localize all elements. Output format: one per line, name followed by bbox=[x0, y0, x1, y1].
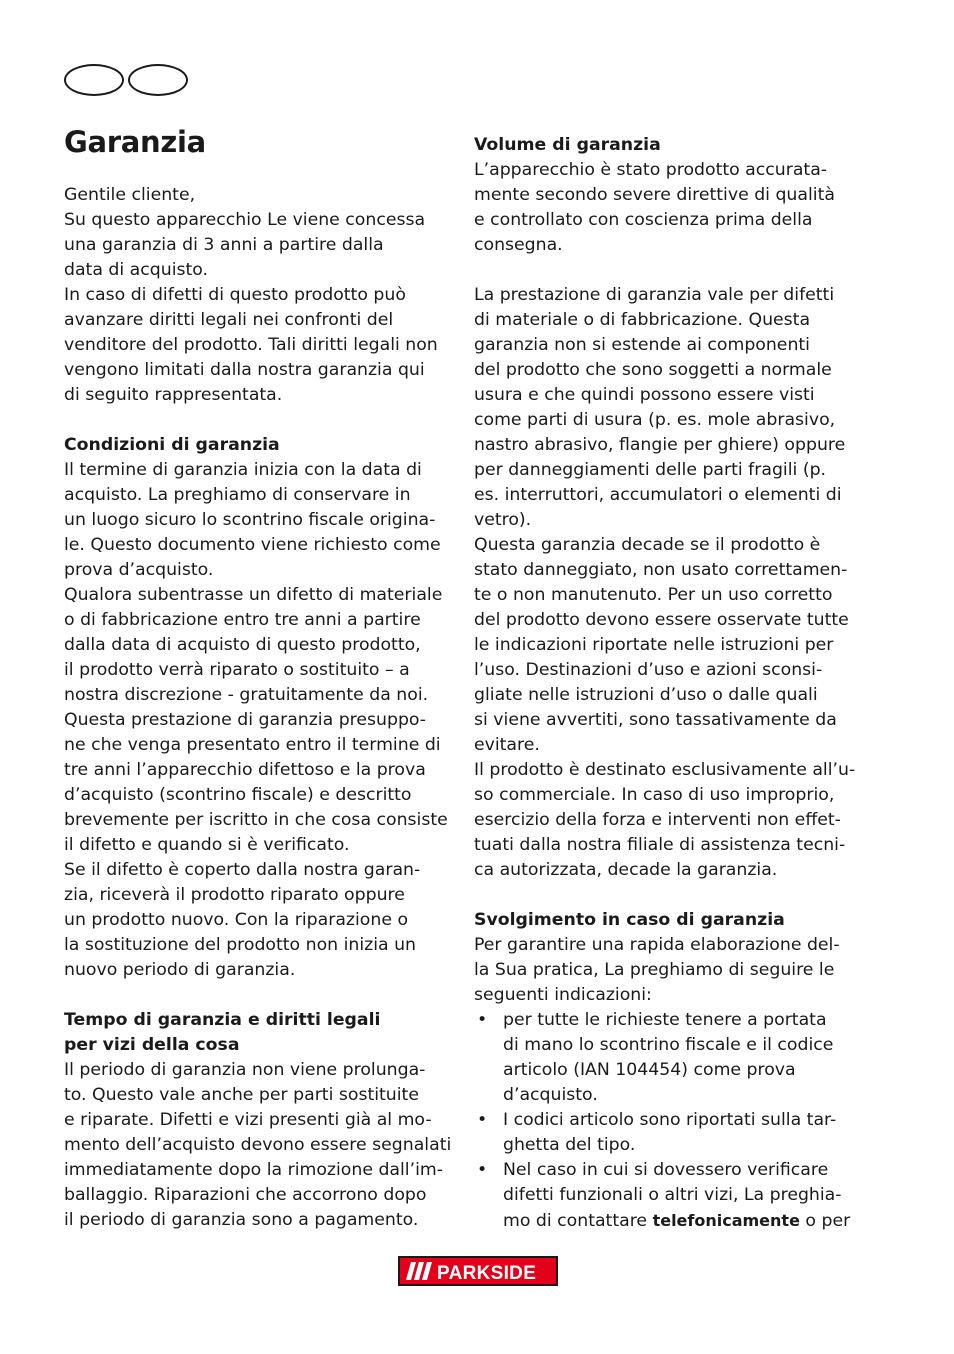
text-line: un luogo sicuro lo scontrino fiscale origina- bbox=[64, 510, 436, 530]
list-item bbox=[474, 1158, 859, 1234]
section-heading-warranty-period bbox=[64, 1008, 459, 1058]
text-line: vengono limitati dalla nostra garanzia qui bbox=[64, 360, 425, 380]
text-line: e controllato con coscienza prima della bbox=[474, 210, 813, 230]
text-line: le. Questo documento viene richiesto come bbox=[64, 535, 441, 555]
text-line: del prodotto che sono soggetti a normale bbox=[474, 360, 832, 380]
text-line: le indicazioni riportate nelle istruzioni per bbox=[474, 635, 834, 655]
text-line: mente secondo severe direttive di qualità bbox=[474, 185, 835, 205]
language-flags bbox=[64, 64, 190, 98]
text-line: ne che venga presentato entro il termine di bbox=[64, 735, 441, 755]
text-line: evitare. bbox=[474, 735, 540, 755]
phone-emphasis: telefonicamente bbox=[652, 1211, 800, 1230]
text-line: si viene avvertiti, sono tassativamente da bbox=[474, 710, 837, 730]
text-line: per tutte le richieste tenere a portata bbox=[503, 1010, 827, 1030]
text-line: un prodotto nuovo. Con la riparazione o bbox=[64, 910, 409, 930]
text-line: di seguito rappresentata. bbox=[64, 385, 283, 405]
text-line: Per garantire una rapida elaborazione del- bbox=[474, 935, 840, 955]
text-run: o per bbox=[799, 1211, 851, 1231]
text-line: I codici articolo sono riportati sulla tar- bbox=[503, 1110, 837, 1130]
text-line: zia, riceverà il prodotto riparato oppure bbox=[64, 885, 405, 905]
text-line: di materiale o di fabbricazione. Questa bbox=[474, 310, 811, 330]
text-line: di mano lo scontrino fiscale e il codice bbox=[503, 1035, 834, 1055]
language-flag-oval-1 bbox=[64, 64, 124, 96]
text-line: immediatamente dopo la rimozione dall’im- bbox=[64, 1160, 443, 1180]
text-line: d’acquisto (scontrino fiscale) e descritto bbox=[64, 785, 412, 805]
text-line: seguenti indicazioni: bbox=[474, 985, 652, 1005]
text-line: il prodotto verrà riparato o sostituito – a bbox=[64, 660, 410, 680]
text-line: tre anni l’apparecchio difettoso e la prova bbox=[64, 760, 426, 780]
text-line: In caso di difetti di questo prodotto può bbox=[64, 285, 406, 305]
text-line: consegna. bbox=[474, 235, 563, 255]
text-line: Gentile cliente, bbox=[64, 185, 196, 205]
text-line: Il periodo di garanzia non viene prolunga- bbox=[64, 1060, 426, 1080]
text-line: avanzare diritti legali nei confronti del bbox=[64, 310, 394, 330]
text-line: Questa garanzia decade se il prodotto è bbox=[474, 535, 821, 555]
text-line: Nel caso in cui si dovessero verificare bbox=[503, 1160, 829, 1180]
text-line: o di fabbricazione entro tre anni a partire bbox=[64, 610, 421, 630]
text-line: difetti funzionali o altri vizi, La preghia- bbox=[503, 1185, 842, 1205]
list-item bbox=[474, 1008, 859, 1108]
text-line: la sostituzione del prodotto non inizia un bbox=[64, 935, 417, 955]
text-line: nuovo periodo di garanzia. bbox=[64, 960, 296, 980]
heading-line: Tempo di garanzia e diritti legali bbox=[64, 1010, 381, 1030]
text-line: Su questo apparecchio Le viene concessa bbox=[64, 210, 426, 230]
text-line: ca autorizzata, decade la garanzia. bbox=[474, 860, 778, 880]
text-line: Il prodotto è destinato esclusivamente all’u- bbox=[474, 760, 856, 780]
text-line: data di acquisto. bbox=[64, 260, 209, 280]
section-heading-procedure: Svolgimento in caso di garanzia bbox=[474, 910, 785, 930]
text-line: articolo (IAN 104454) come prova bbox=[503, 1060, 796, 1080]
text-line: il periodo di garanzia sono a pagamento. bbox=[64, 1210, 419, 1230]
scope-paragraph bbox=[474, 158, 859, 258]
text-line: per danneggiamenti delle parti fragili (p. bbox=[474, 460, 827, 480]
scope-details-paragraph bbox=[474, 283, 859, 883]
parkside-logo bbox=[398, 1256, 558, 1286]
text-line: es. interruttori, accumulatori o elementi di bbox=[474, 485, 842, 505]
text-line: Se il difetto è coperto dalla nostra garan- bbox=[64, 860, 421, 880]
right-column bbox=[474, 133, 859, 1234]
text-line: acquisto. La preghiamo di conservare in bbox=[64, 485, 411, 505]
bullet-icon: • bbox=[477, 1160, 488, 1180]
language-flag-oval-2 bbox=[128, 64, 188, 96]
text-line: la Sua pratica, La preghiamo di seguire le bbox=[474, 960, 835, 980]
text-line: L’apparecchio è stato prodotto accurata- bbox=[474, 160, 828, 180]
text-line: Questa prestazione di garanzia presuppo- bbox=[64, 710, 427, 730]
page-title: Garanzia bbox=[64, 125, 206, 159]
section-heading-scope: Volume di garanzia bbox=[474, 135, 661, 155]
text-line: ballaggio. Riparazioni che accorrono dopo bbox=[64, 1185, 427, 1205]
bullet-icon: • bbox=[477, 1110, 488, 1130]
text-line: tuati dalla nostra filiale di assistenza tecni- bbox=[474, 835, 846, 855]
text-line: gliate nelle istruzioni d’uso o dalle quali bbox=[474, 685, 818, 705]
text-line: d’acquisto. bbox=[503, 1085, 598, 1105]
text-line: stato danneggiato, non usato correttamen- bbox=[474, 560, 848, 580]
left-column bbox=[64, 183, 459, 1233]
text-line: garanzia non si estende ai componenti bbox=[474, 335, 810, 355]
text-line: usura e che quindi possono essere visti bbox=[474, 385, 815, 405]
procedure-list bbox=[474, 1008, 859, 1234]
text-line: ghetta del tipo. bbox=[503, 1135, 636, 1155]
section-heading-conditions: Condizioni di garanzia bbox=[64, 435, 280, 455]
text-line: so commerciale. In caso di uso improprio, bbox=[474, 785, 835, 805]
text-line: del prodotto devono essere osservate tutte bbox=[474, 610, 849, 630]
warranty-period-paragraph bbox=[64, 1058, 459, 1233]
text-line: Il termine di garanzia inizia con la data di bbox=[64, 460, 422, 480]
text-line: una garanzia di 3 anni a partire dalla bbox=[64, 235, 384, 255]
text-line: venditore del prodotto. Tali diritti legali non bbox=[64, 335, 438, 355]
text-line: dalla data di acquisto di questo prodotto, bbox=[64, 635, 421, 655]
text-run: mo di contattare bbox=[503, 1211, 653, 1231]
conditions-paragraph bbox=[64, 458, 459, 983]
text-line: il difetto e quando si è verificato. bbox=[64, 835, 350, 855]
text-line: l’uso. Destinazioni d’uso e azioni sconsi- bbox=[474, 660, 823, 680]
heading-line: per vizi della cosa bbox=[64, 1035, 240, 1055]
intro-paragraph bbox=[64, 183, 459, 408]
text-line: come parti di usura (p. es. mole abrasivo, bbox=[474, 410, 836, 430]
text-line: vetro). bbox=[474, 510, 532, 530]
list-item bbox=[474, 1108, 859, 1158]
bullet-icon: • bbox=[477, 1010, 488, 1030]
text-line: prova d’acquisto. bbox=[64, 560, 214, 580]
text-line: La prestazione di garanzia vale per difetti bbox=[474, 285, 835, 305]
procedure-paragraph bbox=[474, 933, 859, 1008]
text-line: e riparate. Difetti e vizi presenti già al mo- bbox=[64, 1110, 432, 1130]
text-line: Qualora subentrasse un difetto di materiale bbox=[64, 585, 443, 605]
text-line: to. Questo vale anche per parti sostituite bbox=[64, 1085, 419, 1105]
text-line-mixed bbox=[503, 1208, 859, 1234]
logo-wordmark: PARKSIDE bbox=[437, 1263, 537, 1284]
text-line: esercizio della forza e interventi non effet- bbox=[474, 810, 841, 830]
text-line: nostra discrezione - gratuitamente da noi. bbox=[64, 685, 429, 705]
text-line: brevemente per iscritto in che cosa consiste bbox=[64, 810, 448, 830]
text-line: mento dell’acquisto devono essere segnalati bbox=[64, 1135, 452, 1155]
text-line: te o non manutenuto. Per un uso corretto bbox=[474, 585, 833, 605]
text-line: nastro abrasivo, flangie per ghiere) oppure bbox=[474, 435, 846, 455]
